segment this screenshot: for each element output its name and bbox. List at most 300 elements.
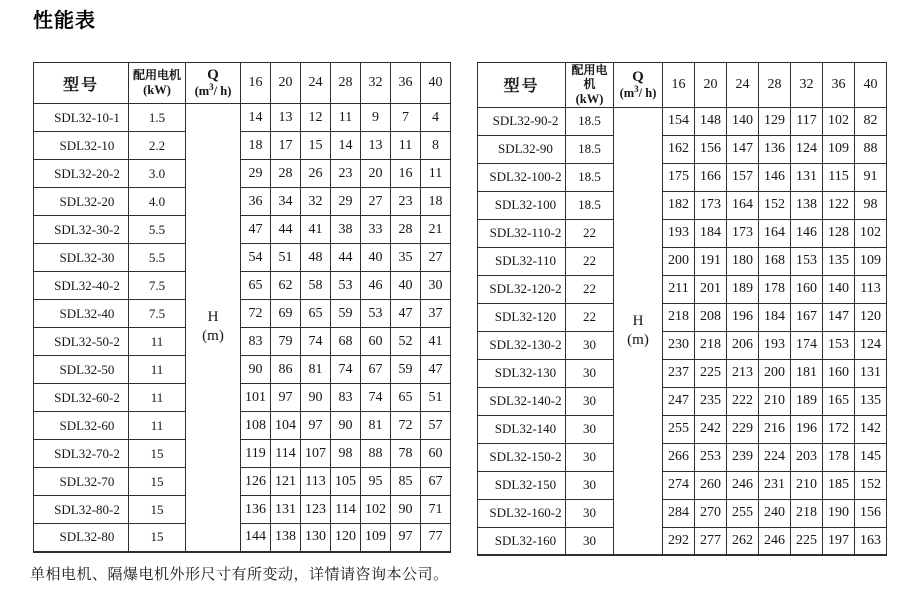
- head-value-cell: 210: [791, 471, 823, 499]
- head-value-cell: 67: [421, 468, 451, 496]
- model-cell: SDL32-20-2: [34, 160, 129, 188]
- table-row: [478, 163, 887, 191]
- head-value-cell: 157: [727, 163, 759, 191]
- head-value-cell: 40: [361, 244, 391, 272]
- head-value-cell: 102: [361, 496, 391, 524]
- head-value-cell: 27: [361, 188, 391, 216]
- head-value-cell: 14: [241, 104, 271, 132]
- flow-header-cell: 40: [421, 63, 451, 104]
- head-value-cell: 156: [695, 135, 727, 163]
- power-cell: 11: [129, 328, 186, 356]
- head-value-cell: 113: [855, 275, 887, 303]
- head-value-cell: 184: [695, 219, 727, 247]
- power-cell: 7.5: [129, 300, 186, 328]
- power-cell: 5.5: [129, 216, 186, 244]
- head-value-cell: 213: [727, 359, 759, 387]
- model-cell: SDL32-10-1: [34, 104, 129, 132]
- model-cell: SDL32-110-2: [478, 219, 566, 247]
- head-value-cell: 30: [421, 272, 451, 300]
- head-value-cell: 135: [823, 247, 855, 275]
- table-row: [478, 387, 887, 415]
- model-cell: SDL32-50-2: [34, 328, 129, 356]
- table-row: [34, 328, 451, 356]
- head-value-cell: 69: [271, 300, 301, 328]
- power-cell: 15: [129, 468, 186, 496]
- table-header: [34, 63, 451, 104]
- head-value-cell: 4: [421, 104, 451, 132]
- head-value-cell: 53: [331, 272, 361, 300]
- page-title: 性能表: [33, 10, 96, 32]
- head-value-cell: 28: [271, 160, 301, 188]
- model-cell: SDL32-130-2: [478, 331, 566, 359]
- head-value-cell: 14: [331, 132, 361, 160]
- flow-header-cell: 32: [361, 63, 391, 104]
- power-cell: 3.0: [129, 160, 186, 188]
- head-value-cell: 292: [663, 527, 695, 555]
- head-value-cell: 131: [855, 359, 887, 387]
- head-value-cell: 53: [361, 300, 391, 328]
- power-cell: 18.5: [566, 163, 614, 191]
- flow-header-cell: 28: [331, 63, 361, 104]
- motor-power-unit: (kW): [575, 91, 604, 106]
- table-row: [478, 471, 887, 499]
- head-value-cell: 101: [241, 384, 271, 412]
- head-value-cell: 114: [271, 440, 301, 468]
- head-value-cell: 218: [791, 499, 823, 527]
- head-value-cell: 83: [241, 328, 271, 356]
- table-row: [478, 107, 887, 135]
- head-value-cell: 146: [759, 163, 791, 191]
- power-cell: 15: [129, 496, 186, 524]
- head-value-cell: 83: [331, 384, 361, 412]
- head-value-cell: 71: [421, 496, 451, 524]
- head-value-cell: 85: [391, 468, 421, 496]
- head-value-cell: 147: [727, 135, 759, 163]
- head-value-cell: 201: [695, 275, 727, 303]
- head-value-cell: 29: [331, 188, 361, 216]
- power-cell: 22: [566, 219, 614, 247]
- head-value-cell: 145: [855, 443, 887, 471]
- head-value-cell: 102: [823, 107, 855, 135]
- head-value-cell: 115: [823, 163, 855, 191]
- head-value-cell: 51: [271, 244, 301, 272]
- head-value-cell: 239: [727, 443, 759, 471]
- head-value-cell: 97: [271, 384, 301, 412]
- head-value-cell: 97: [301, 412, 331, 440]
- head-symbol: H: [207, 308, 219, 325]
- head-value-cell: 246: [759, 527, 791, 555]
- head-value-cell: 218: [663, 303, 695, 331]
- flow-symbol: Q: [207, 66, 219, 83]
- power-cell: 18.5: [566, 107, 614, 135]
- head-value-cell: 160: [791, 275, 823, 303]
- model-cell: SDL32-60-2: [34, 384, 129, 412]
- head-value-cell: 180: [727, 247, 759, 275]
- model-cell: SDL32-140: [478, 415, 566, 443]
- head-value-cell: 178: [823, 443, 855, 471]
- head-value-cell: 65: [301, 300, 331, 328]
- head-value-cell: 78: [391, 440, 421, 468]
- head-value-cell: 12: [301, 104, 331, 132]
- head-value-cell: 130: [301, 524, 331, 552]
- head-value-cell: 15: [301, 132, 331, 160]
- head-value-cell: 123: [301, 496, 331, 524]
- head-value-cell: 72: [391, 412, 421, 440]
- head-value-cell: 191: [695, 247, 727, 275]
- head-value-cell: 240: [759, 499, 791, 527]
- model-cell: SDL32-70: [34, 468, 129, 496]
- footnote: 单相电机、隔爆电机外形尺寸有所变动，详情请咨询本公司。: [30, 567, 449, 583]
- table-row: [34, 188, 451, 216]
- head-value-cell: 126: [241, 468, 271, 496]
- model-cell: SDL32-120-2: [478, 275, 566, 303]
- head-value-cell: 26: [301, 160, 331, 188]
- head-value-cell: 164: [759, 219, 791, 247]
- head-value-cell: 203: [791, 443, 823, 471]
- head-value-cell: 41: [421, 328, 451, 356]
- model-cell: SDL32-90: [478, 135, 566, 163]
- table-row: [478, 415, 887, 443]
- head-value-cell: 82: [855, 107, 887, 135]
- power-cell: 18.5: [566, 135, 614, 163]
- table-row: [478, 527, 887, 555]
- head-value-cell: 17: [271, 132, 301, 160]
- model-cell: SDL32-120: [478, 303, 566, 331]
- head-value-cell: 153: [791, 247, 823, 275]
- head-value-cell: 225: [695, 359, 727, 387]
- power-cell: 1.5: [129, 104, 186, 132]
- head-value-cell: 23: [391, 188, 421, 216]
- table-row: [34, 216, 451, 244]
- table-row: [478, 331, 887, 359]
- power-cell: 30: [566, 415, 614, 443]
- head-value-cell: 135: [855, 387, 887, 415]
- model-cell: SDL32-160: [478, 527, 566, 555]
- head-value-cell: 108: [241, 412, 271, 440]
- head-value-cell: 196: [727, 303, 759, 331]
- head-value-cell: 122: [823, 191, 855, 219]
- power-cell: 15: [129, 524, 186, 552]
- head-value-cell: 163: [855, 527, 887, 555]
- performance-table-right: [477, 62, 887, 556]
- head-value-cell: 225: [791, 527, 823, 555]
- table-row: [34, 356, 451, 384]
- head-value-cell: 124: [855, 331, 887, 359]
- power-cell: 22: [566, 275, 614, 303]
- head-merged-cell: [614, 107, 663, 555]
- head-value-cell: 196: [791, 415, 823, 443]
- model-cell: SDL32-110: [478, 247, 566, 275]
- power-cell: 4.0: [129, 188, 186, 216]
- head-value-cell: 114: [331, 496, 361, 524]
- head-value-cell: 97: [391, 524, 421, 552]
- power-cell: 30: [566, 527, 614, 555]
- head-value-cell: 124: [791, 135, 823, 163]
- column-header-flow: [614, 63, 663, 108]
- head-value-cell: 140: [823, 275, 855, 303]
- head-value-cell: 242: [695, 415, 727, 443]
- head-value-cell: 140: [727, 107, 759, 135]
- power-cell: 22: [566, 247, 614, 275]
- head-value-cell: 28: [391, 216, 421, 244]
- head-value-cell: 35: [391, 244, 421, 272]
- head-value-cell: 165: [823, 387, 855, 415]
- head-value-cell: 284: [663, 499, 695, 527]
- head-value-cell: 46: [361, 272, 391, 300]
- head-value-cell: 230: [663, 331, 695, 359]
- head-value-cell: 189: [791, 387, 823, 415]
- flow-unit: ($m^3/$ h): [619, 84, 657, 101]
- head-value-cell: 253: [695, 443, 727, 471]
- head-value-cell: 153: [823, 331, 855, 359]
- head-value-cell: 62: [271, 272, 301, 300]
- flow-unit: ($m^3/$ h): [194, 82, 232, 99]
- head-value-cell: 54: [241, 244, 271, 272]
- power-cell: 2.2: [129, 132, 186, 160]
- model-cell: SDL32-100-2: [478, 163, 566, 191]
- model-cell: SDL32-150-2: [478, 443, 566, 471]
- flow-header-cell: 28: [759, 63, 791, 108]
- flow-header-cell: 36: [823, 63, 855, 108]
- table-header: [478, 63, 887, 108]
- head-unit: (m): [202, 328, 224, 345]
- table-row: [34, 104, 451, 132]
- head-value-cell: 117: [791, 107, 823, 135]
- motor-power-label: 配用电机: [132, 68, 181, 83]
- head-value-cell: 247: [663, 387, 695, 415]
- model-cell: SDL32-80-2: [34, 496, 129, 524]
- head-value-cell: 113: [301, 468, 331, 496]
- flow-header-cell: 24: [301, 63, 331, 104]
- head-value-cell: 81: [301, 356, 331, 384]
- head-value-cell: 90: [301, 384, 331, 412]
- head-value-cell: 57: [421, 412, 451, 440]
- head-value-cell: 102: [855, 219, 887, 247]
- table-row: [34, 384, 451, 412]
- head-value-cell: 193: [759, 331, 791, 359]
- power-cell: 18.5: [566, 191, 614, 219]
- head-value-cell: 119: [241, 440, 271, 468]
- head-value-cell: 131: [791, 163, 823, 191]
- power-cell: 30: [566, 499, 614, 527]
- head-value-cell: 231: [759, 471, 791, 499]
- head-value-cell: 136: [241, 496, 271, 524]
- head-value-cell: 164: [727, 191, 759, 219]
- head-value-cell: 142: [855, 415, 887, 443]
- head-value-cell: 262: [727, 527, 759, 555]
- model-cell: SDL32-40-2: [34, 272, 129, 300]
- head-value-cell: 105: [331, 468, 361, 496]
- head-value-cell: 48: [301, 244, 331, 272]
- head-value-cell: 86: [271, 356, 301, 384]
- model-cell: SDL32-30-2: [34, 216, 129, 244]
- head-value-cell: 18: [241, 132, 271, 160]
- table-row: [478, 303, 887, 331]
- power-cell: 11: [129, 356, 186, 384]
- head-value-cell: 90: [241, 356, 271, 384]
- table-row: [34, 244, 451, 272]
- motor-power-unit: (kW): [143, 82, 171, 97]
- head-value-cell: 235: [695, 387, 727, 415]
- head-value-cell: 91: [855, 163, 887, 191]
- header-row: [34, 63, 451, 104]
- table-row: [34, 160, 451, 188]
- flow-header-cell: 24: [727, 63, 759, 108]
- head-value-cell: 167: [791, 303, 823, 331]
- head-value-cell: 44: [331, 244, 361, 272]
- model-cell: SDL32-60: [34, 412, 129, 440]
- power-cell: 15: [129, 440, 186, 468]
- head-value-cell: 81: [361, 412, 391, 440]
- head-value-cell: 237: [663, 359, 695, 387]
- power-cell: 7.5: [129, 272, 186, 300]
- table-row: [478, 443, 887, 471]
- head-value-cell: 154: [663, 107, 695, 135]
- model-cell: SDL32-10: [34, 132, 129, 160]
- head-value-cell: 38: [331, 216, 361, 244]
- model-cell: SDL32-140-2: [478, 387, 566, 415]
- flow-header-cell: 40: [855, 63, 887, 108]
- flow-header-cell: 16: [241, 63, 271, 104]
- head-value-cell: 152: [855, 471, 887, 499]
- head-value-cell: 144: [241, 524, 271, 552]
- head-value-cell: 174: [791, 331, 823, 359]
- head-value-cell: 136: [759, 135, 791, 163]
- power-cell: 11: [129, 384, 186, 412]
- head-value-cell: 79: [271, 328, 301, 356]
- head-value-cell: 147: [823, 303, 855, 331]
- table-body-right: [478, 107, 887, 555]
- table-row: [478, 135, 887, 163]
- head-value-cell: 47: [421, 356, 451, 384]
- table-row: [34, 440, 451, 468]
- head-value-cell: 16: [391, 160, 421, 188]
- model-cell: SDL32-40: [34, 300, 129, 328]
- head-value-cell: 255: [663, 415, 695, 443]
- head-value-cell: 51: [421, 384, 451, 412]
- head-value-cell: 208: [695, 303, 727, 331]
- table-row: [478, 191, 887, 219]
- head-symbol: H: [632, 312, 644, 329]
- head-value-cell: 206: [727, 331, 759, 359]
- head-value-cell: 173: [727, 219, 759, 247]
- head-value-cell: 148: [695, 107, 727, 135]
- head-value-cell: 72: [241, 300, 271, 328]
- head-value-cell: 222: [727, 387, 759, 415]
- head-value-cell: 58: [301, 272, 331, 300]
- head-value-cell: 11: [331, 104, 361, 132]
- head-value-cell: 47: [391, 300, 421, 328]
- head-value-cell: 8: [421, 132, 451, 160]
- head-value-cell: 33: [361, 216, 391, 244]
- head-value-cell: 107: [301, 440, 331, 468]
- model-cell: SDL32-50: [34, 356, 129, 384]
- table-row: [34, 300, 451, 328]
- power-cell: 22: [566, 303, 614, 331]
- head-value-cell: 274: [663, 471, 695, 499]
- head-value-cell: 32: [301, 188, 331, 216]
- head-value-cell: 90: [391, 496, 421, 524]
- head-value-cell: 59: [391, 356, 421, 384]
- column-header-model: 型号: [34, 63, 129, 104]
- head-value-cell: 193: [663, 219, 695, 247]
- head-value-cell: 13: [271, 104, 301, 132]
- model-cell: SDL32-90-2: [478, 107, 566, 135]
- table-row: [478, 275, 887, 303]
- table-row: [34, 496, 451, 524]
- table-row: [34, 412, 451, 440]
- head-merged-cell: [186, 104, 241, 552]
- head-value-cell: 172: [823, 415, 855, 443]
- head-value-cell: 59: [331, 300, 361, 328]
- head-value-cell: 74: [331, 356, 361, 384]
- flow-header-cell: 16: [663, 63, 695, 108]
- head-value-cell: 146: [791, 219, 823, 247]
- head-value-cell: 178: [759, 275, 791, 303]
- power-cell: 5.5: [129, 244, 186, 272]
- head-value-cell: 121: [271, 468, 301, 496]
- table-body-left: [34, 104, 451, 552]
- head-value-cell: 109: [361, 524, 391, 552]
- head-value-cell: 260: [695, 471, 727, 499]
- head-value-cell: 156: [855, 499, 887, 527]
- head-value-cell: 27: [421, 244, 451, 272]
- model-cell: SDL32-130: [478, 359, 566, 387]
- head-value-cell: 77: [421, 524, 451, 552]
- head-value-cell: 34: [271, 188, 301, 216]
- head-value-cell: 128: [823, 219, 855, 247]
- head-value-cell: 216: [759, 415, 791, 443]
- head-value-cell: 68: [331, 328, 361, 356]
- head-value-cell: 20: [361, 160, 391, 188]
- head-value-cell: 255: [727, 499, 759, 527]
- head-value-cell: 90: [331, 412, 361, 440]
- head-value-cell: 98: [855, 191, 887, 219]
- head-value-cell: 41: [301, 216, 331, 244]
- head-value-cell: 23: [331, 160, 361, 188]
- power-cell: 30: [566, 359, 614, 387]
- head-value-cell: 120: [331, 524, 361, 552]
- head-value-cell: 270: [695, 499, 727, 527]
- flow-header-cell: 20: [695, 63, 727, 108]
- head-value-cell: 189: [727, 275, 759, 303]
- head-value-cell: 52: [391, 328, 421, 356]
- head-value-cell: 18: [421, 188, 451, 216]
- head-value-cell: 9: [361, 104, 391, 132]
- head-value-cell: 210: [759, 387, 791, 415]
- head-value-cell: 160: [823, 359, 855, 387]
- head-value-cell: 60: [361, 328, 391, 356]
- table-row: [34, 524, 451, 552]
- head-value-cell: 74: [301, 328, 331, 356]
- head-value-cell: 218: [695, 331, 727, 359]
- head-value-cell: 13: [361, 132, 391, 160]
- head-value-cell: 184: [759, 303, 791, 331]
- head-value-cell: 29: [241, 160, 271, 188]
- head-value-cell: 36: [241, 188, 271, 216]
- head-unit: (m): [627, 332, 649, 349]
- head-value-cell: 190: [823, 499, 855, 527]
- table-row: [478, 247, 887, 275]
- model-cell: SDL32-150: [478, 471, 566, 499]
- flow-header-cell: 20: [271, 63, 301, 104]
- head-value-cell: 200: [759, 359, 791, 387]
- head-value-cell: 229: [727, 415, 759, 443]
- model-cell: SDL32-100: [478, 191, 566, 219]
- head-value-cell: 95: [361, 468, 391, 496]
- column-header-motor-power: [566, 63, 614, 108]
- motor-power-label: 配用电机: [571, 63, 608, 92]
